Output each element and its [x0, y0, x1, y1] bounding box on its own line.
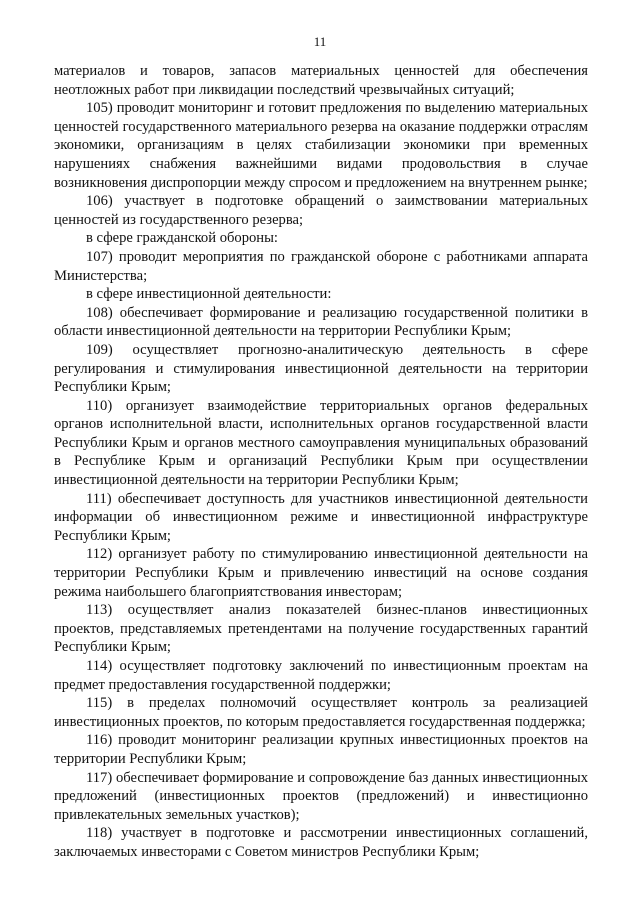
paragraph-item-114: 114) осуществляет подготовку заключений по инвестиционным проектам на предмет предоставления государственной поддержки; — [54, 658, 588, 693]
section-heading-civil-defense: в сфере гражданской обороны: — [86, 230, 278, 247]
paragraph-item-105: 105) проводит мониторинг и готовит предложения по выделению материальных ценностей государственного материального резерва на оказание поддержки отраслям экономики, организациям в целях стабилизации экономики при временных нарушениях снабжения важнейшими видами продовольствия в случае возникновения диспропорции между спросом и предложением на внутреннем рынке; — [54, 100, 588, 191]
paragraph-item-111: 111) обеспечивает доступность для участников инвестиционной деятельности информации об инвестиционном режиме и инвестиционной инфраструктуре Республики Крым; — [54, 490, 588, 544]
paragraph-item-106: 106) участвует в подготовке обращений о заимствовании материальных ценностей из государственного резерва; — [54, 193, 588, 228]
paragraph-item-116: 116) проводит мониторинг реализации крупных инвестиционных проектов на территории Республики Крым; — [54, 732, 588, 767]
paragraph-item-115: 115) в пределах полномочий осуществляет контроль за реализацией инвестиционных проектов, по которым предоставляется государственная поддержка; — [54, 695, 588, 730]
paragraph-item-118: 118) участвует в подготовке и рассмотрении инвестиционных соглашений, заключаемых инвесторами с Советом министров Республики Крым; — [54, 825, 588, 860]
paragraph-item-108: 108) обеспечивает формирование и реализацию государственной политики в области инвестиционной деятельности на территории Республики Крым; — [54, 304, 588, 340]
paragraph-item-107: 107) проводит мероприятия по гражданской обороне с работниками аппарата Министерства; — [54, 248, 588, 284]
paragraph-item-113: 113) осуществляет анализ показателей бизнес-планов инвестиционных проектов, представляемых претендентами на получение государственных гарантий Республики Крым; — [54, 602, 588, 656]
paragraph-item-112: 112) организует работу по стимулированию инвестиционной деятельности на территории Республики Крым и привлечению инвестиций на основе создания режима наибольшего благоприятствования инвесторам; — [54, 546, 588, 600]
paragraph-continuation: материалов и товаров, запасов материальных ценностей для обеспечения неотложных работ при ликвидации последствий чрезвычайных ситуаций; — [54, 63, 588, 98]
page-number: 11 — [313, 34, 327, 49]
paragraph-item-110: 110) организует взаимодействие территориальных органов федеральных органов исполнительной власти, исполнительных органов государственной власти Республики Крым и органов местного самоуправления муниципальных образований в Республике Крым и организаций Республики Крым при осуществлении инвестиционной деятельности на территории Республики Крым; — [54, 397, 588, 489]
section-heading-investment: в сфере инвестиционной деятельности: — [86, 286, 332, 303]
paragraph-item-117: 117) обеспечивает формирование и сопровождение баз данных инвестиционных предложений (инвестиционных проектов (предложений) и инвестиционно привлекательных земельных участков); — [54, 769, 588, 823]
document-body — [54, 62, 588, 862]
paragraph-item-109: 109) осуществляет прогнозно-аналитическую деятельность в сфере регулирования и стимулирования инвестиционной деятельности на территории Республики Крым; — [54, 341, 588, 396]
